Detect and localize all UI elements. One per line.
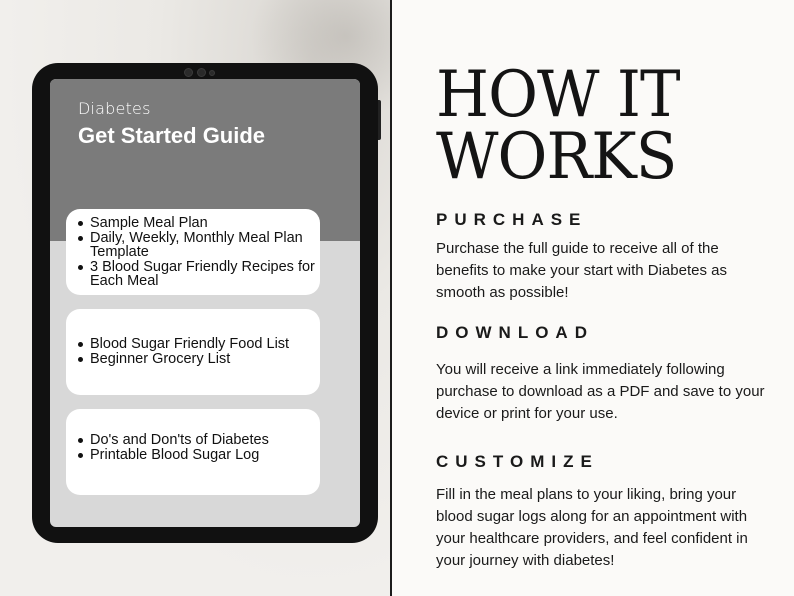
list-item: Blood Sugar Friendly Food List xyxy=(90,337,320,352)
list-item: Sample Meal Plan xyxy=(90,216,320,231)
guide-title: Get Started Guide xyxy=(78,123,266,148)
purchase-heading: PURCHASE xyxy=(436,210,588,229)
title-line: HOW IT xyxy=(436,58,680,132)
list-item: Beginner Grocery List xyxy=(90,352,320,367)
tablet-screen xyxy=(50,79,360,527)
list-item: Daily, Weekly, Monthly Meal Plan Template xyxy=(90,231,320,260)
camera-icon xyxy=(184,68,193,77)
sensor-icon xyxy=(197,68,206,77)
tablet-side-button xyxy=(378,100,381,140)
list-item: 3 Blood Sugar Friendly Recipes for Each Meal xyxy=(90,260,320,289)
customize-text: Fill in the meal plans to your liking, bring your blood sugar logs along for an appointment with your healthcare providers, and feel confident in your journey with diabetes! xyxy=(436,486,748,569)
guide-eyebrow: Diabetes xyxy=(78,99,151,118)
contents-card xyxy=(66,309,320,395)
download-text: You will receive a link immediately following purchase to download as a PDF and save to your device or print for your use. xyxy=(436,361,765,422)
list-item: Do's and Don'ts of Diabetes xyxy=(90,433,320,448)
purchase-text: Purchase the full guide to receive all of the benefits to make your start with Diabetes as smooth as possible! xyxy=(436,240,727,301)
contents-card xyxy=(66,209,320,295)
download-heading: DOWNLOAD xyxy=(436,323,594,342)
list-item: Printable Blood Sugar Log xyxy=(90,448,320,463)
title-line: WORKS xyxy=(436,120,677,194)
page-title xyxy=(436,58,680,194)
tablet-mockup xyxy=(32,63,378,543)
customize-heading: CUSTOMIZE xyxy=(436,452,599,471)
light-sensor-icon xyxy=(209,70,215,76)
contents-card xyxy=(66,409,320,495)
